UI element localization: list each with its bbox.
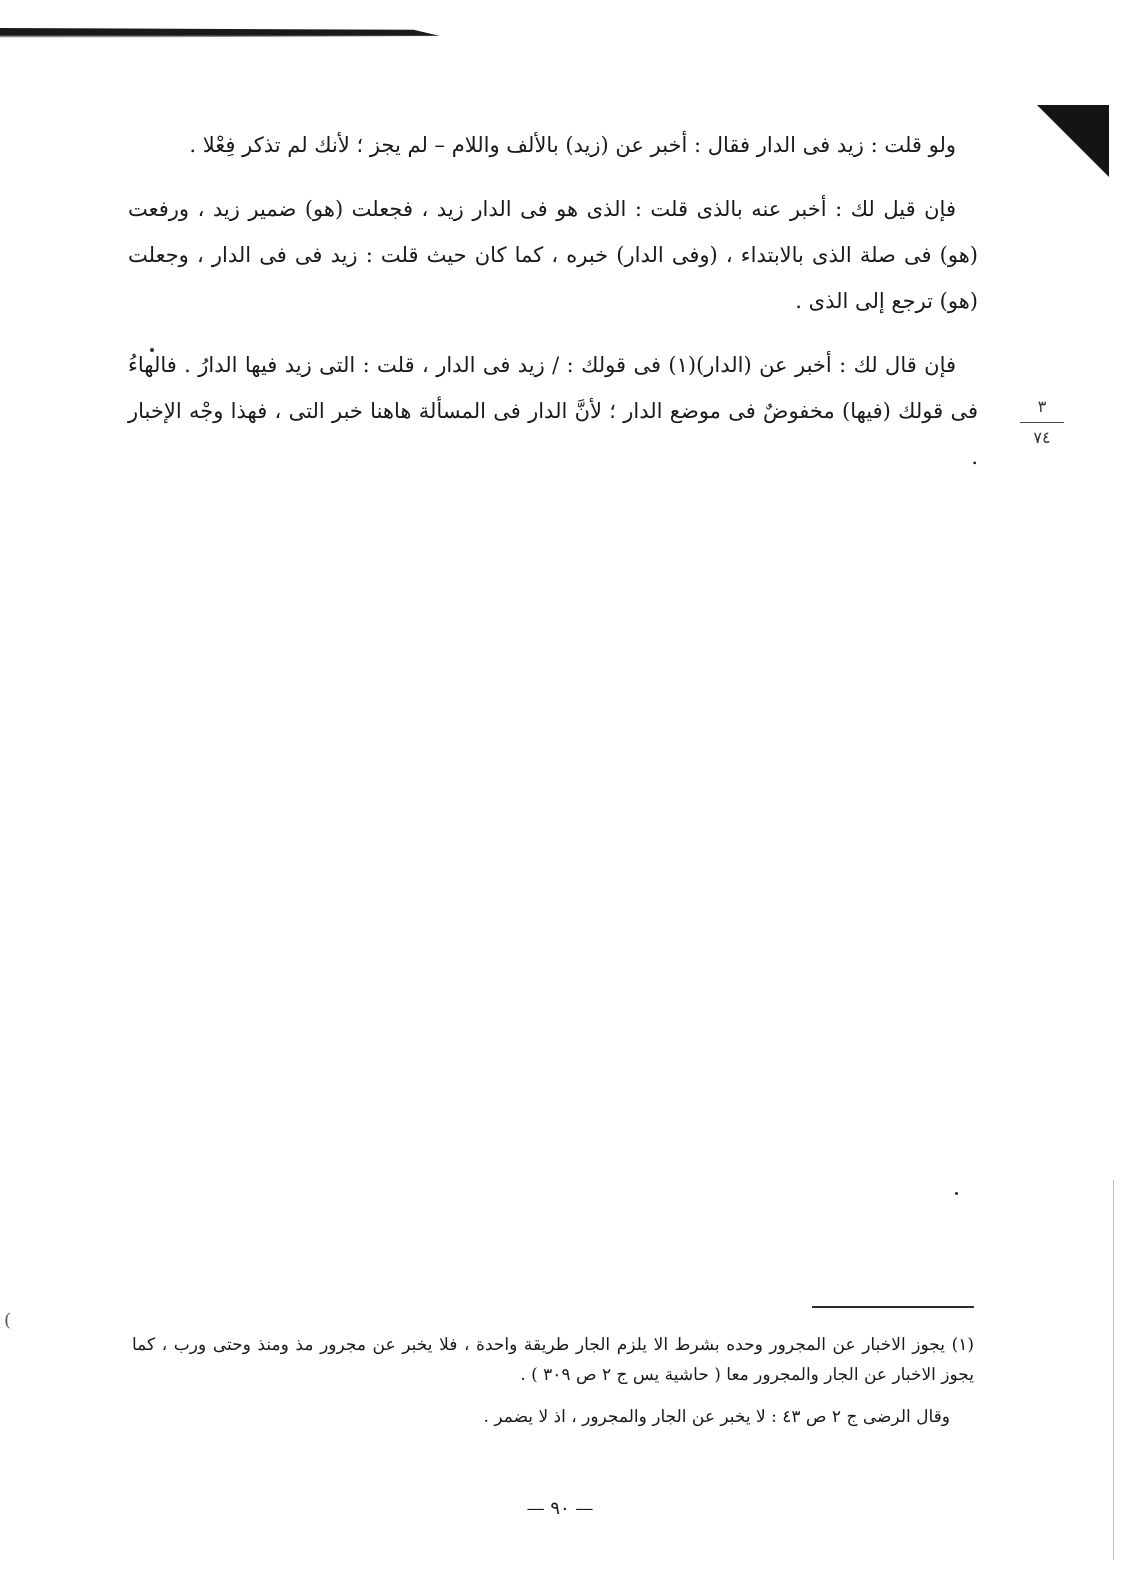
margin-ref-top: ٣ [1020,396,1064,423]
footnote [132,1330,974,1432]
corner-triangle-mark [1037,105,1109,177]
page-edge-line [1113,1180,1114,1560]
margin-ref-bottom: ٧٤ [1033,428,1051,447]
paragraph-1: ولو قلت : زيد فى الدار فقال : أخبر عن (زيد) بالألف واللام – لم يجز ؛ لأنك لم تذكر فِعْلا . [189,133,956,157]
margin-page-reference [1020,396,1064,449]
edge-paren-mark: ( [4,1310,12,1331]
footnote-text: (١) يجوز الاخبار عن المجرور وحده بشرط الا يلزم الجار طريقة واحدة ، فلا يخبر عن مجرور مذ ومنذ وحتى ورب ، كما يجوز الاخبار عن الجار والمجرور معا ( حاشية يس ج ٢ ص ٣٠٩ ) . [132,1335,974,1385]
top-scan-rule [0,28,440,38]
stray-dot [955,1192,958,1195]
footnote-separator [812,1306,974,1308]
footnote-note: وقال الرضى ج ٢ ص ٤٣ : لا يخبر عن الجار والمجرور ، اذ لا يضمر . [483,1407,950,1427]
page-number: — ٩٠ — [526,1498,594,1519]
paragraph-2: فإن قيل لك : أخبر عنه بالذى قلت : الذى هو فى الدار زيد ، فجعلت (هو) ضمير زيد ، ورفعت (هو) فى صلة الذى بالابتداء ، (وفى الدار) خبره ، كما كان حيث قلت : زيد فى فى الدار ، وجعلت (هو) ترجع إلى الذى . [128,197,978,313]
main-text-body [128,122,978,498]
stray-dot [150,348,154,352]
paragraph-3: فإن قال لك : أخبر عن (الدار)(١) فى قولك : / زيد فى الدار ، قلت : التى زيد فيها الدارُ . فالهاءُ فى قولك (فيها) مخفوضٌ فى موضع الدار ؛ لأنَّ الدار فى المسألة هاهنا خبر التى ، فهذا وجْه الإخبار . [128,353,978,469]
